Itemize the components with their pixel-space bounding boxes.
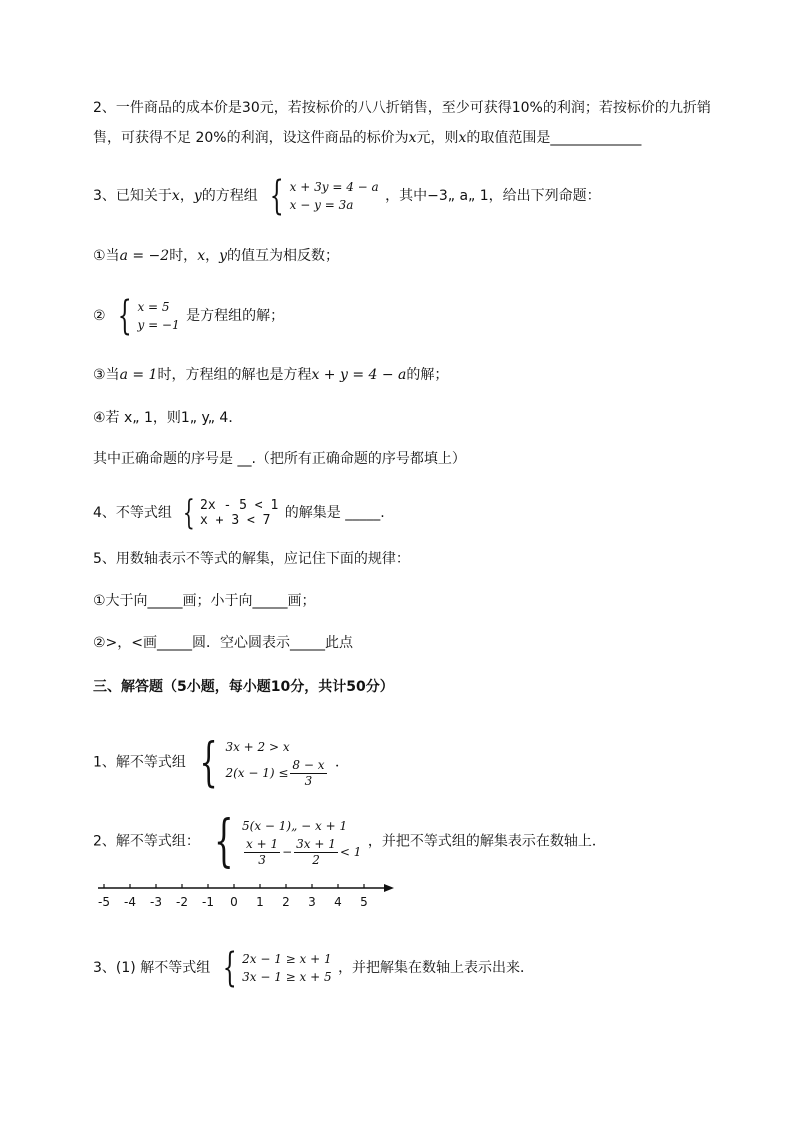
number-line-tick-label: -5 xyxy=(98,895,110,909)
s2: 2、解不等式组： { 5(x − 1)„ − x + 1 $\frac{x + 1}{3}$ − $\frac{3x + 1}{2}$ < 1 ，并把不等式组的解集表示在数轴上． xyxy=(93,808,606,874)
q5-line1: 5、用数轴表示不等式的解集，应记住下面的规律： xyxy=(93,551,410,567)
section-title: 三、解答题（5小题，每小题10分，共计50分） xyxy=(93,679,394,695)
q3-stem: 3、已知关于x，y的方程组 { x + 3y = 4 − a x − y = 3a ，其中−3„ a„ 1，给出下列命题： xyxy=(93,173,601,219)
number-line-arrow xyxy=(384,884,394,892)
number-line-tick-label: -2 xyxy=(176,895,188,909)
q3-item1: ①当a = −2时，x，y的值互为相反数； xyxy=(93,248,340,264)
q4-system: { 2x - 5 < 1 x + 3 < 7 xyxy=(183,493,279,533)
number-line-tick-label: 5 xyxy=(360,895,368,909)
q3-equation-system: { x + 3y = 4 − a x − y = 3a xyxy=(269,173,379,219)
s1: 1、解不等式组 { 3x + 2 > x 2(x − 1) ≤ $\frac{8 - x}{3}$ ． xyxy=(93,732,349,793)
number-line-tick-label: -4 xyxy=(124,895,136,909)
number-line-tick-label: -1 xyxy=(202,895,214,909)
q3-item3: ③当a = 1时，方程组的解也是方程x + y = 4 − a的解； xyxy=(93,367,449,383)
number-line-tick-label: 3 xyxy=(308,895,316,909)
number-line-tick-label: -3 xyxy=(150,895,162,909)
q2-line1: 2、一件商品的成本价是30元，若按标价的八八折销售，至少可获得10%的利润；若按标价的九折销 xyxy=(93,100,711,116)
q2-line2: 售，可获得不足 20%的利润，设这件商品的标价为x元，则x的取值范围是_____________ xyxy=(93,130,642,146)
q3-item2-system: { x = 5 y = −1 xyxy=(117,293,180,339)
s1-system: { 3x + 2 > x 2(x − 1) ≤ $\frac{8 - x}{3}$ xyxy=(199,732,325,793)
number-line-tick-label: 4 xyxy=(334,895,342,909)
q5-line2: ①大于向_____画；小于向_____画； xyxy=(93,593,316,609)
number-line-tick-label: 1 xyxy=(256,895,264,909)
s3: 3、(1) 解不等式组 { 2x − 1 ≥ x + 1 3x − 1 ≥ x + 5 ，并把解集在数轴上表示出来． xyxy=(93,945,535,991)
q5-line3: ②>，<画_____圆．空心圆表示_____此点 xyxy=(93,635,354,651)
s2-system: { 5(x − 1)„ − x + 1 $\frac{x + 1}{3}$ − $\frac{3x + 1}{2}$ < 1 xyxy=(214,808,362,874)
q4: 4、不等式组 { 2x - 5 < 1 x + 3 < 7 的解集是 _____. xyxy=(93,493,385,533)
number-line-tick-label: 2 xyxy=(282,895,290,909)
q3-conclusion: 其中正确命题的序号是 __.（把所有正确命题的序号都填上） xyxy=(93,451,466,467)
q3-item2: ② { x = 5 y = −1 是方程组的解； xyxy=(93,293,285,339)
number-line-tick-label: 0 xyxy=(230,895,238,909)
q3-item4: ④若 x„ 1，则1„ y„ 4． xyxy=(93,410,243,426)
number-line xyxy=(90,875,410,915)
s3-system: { 2x − 1 ≥ x + 1 3x − 1 ≥ x + 5 xyxy=(222,945,332,991)
